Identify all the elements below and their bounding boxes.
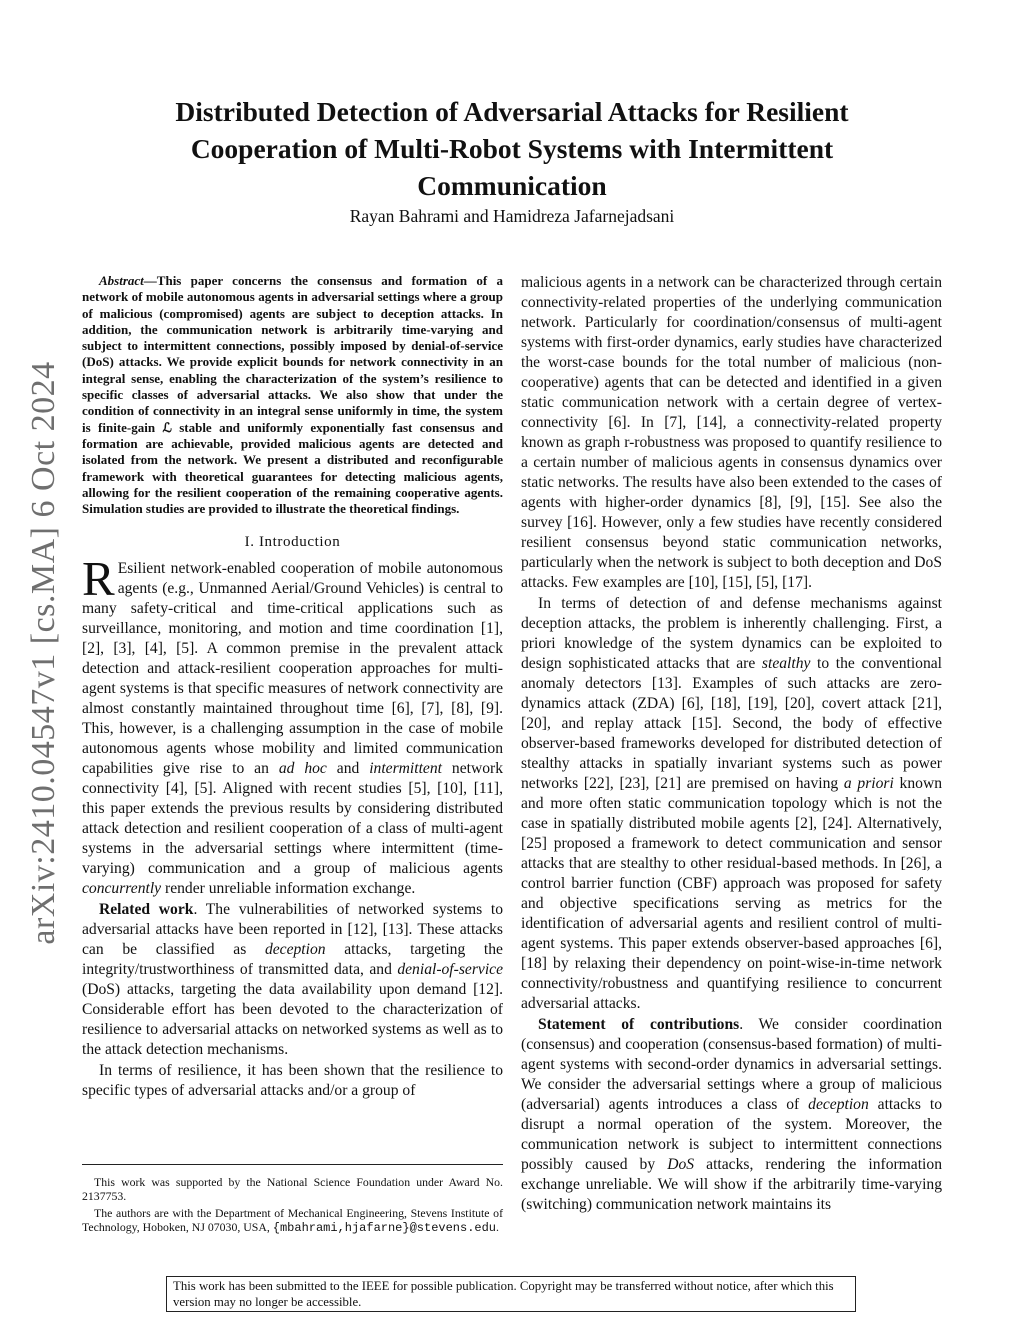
contributions-lead: Statement of contributions — [538, 1016, 740, 1033]
detection-paragraph: In terms of detection of and defense mechanisms against deception attacks, the problem is inherently challenging. First, a priori knowledge of the system dynamics can be exploited to design sophisticated attacks that are stealthy to the conventional anomaly detectors [13]. Examples of such attacks are zero-dynamics attack (ZDA) [6], [18], [19], [20], covert attack [21], [20], and replay attack [15]. Second, the body of effective observer-based frameworks developed for distributed detection of stealthy attacks in spatially invariant systems such as power networks [22], [23], [21] are premised on having a priori known and more often static communication topology which is not the case in spatially distributed mobile agents [2], [24]. Alternatively, [25] proposed a framework to detect communication and sensor attacks that are stealthy to other residual-based methods. In [26], a control barrier function (CBF) approach was proposed for safety and objective specifications serving as metrics for the identification of adversarial agents and resilient control of multi-agent systems. This paper extends observer-based approaches [6], [18] by relaxing their dependency on point-wise-in-time network connectivity/robustness and quantifying resilience to concurrent adversarial attacks. — [521, 595, 942, 1012]
related-work-paragraph: Related work. The vulnerabilities of networked systems to adversarial attacks have been reported in [12], [13]. These attacks can be classified as deception attacks, targeting the integrity/trustworthiness of transmitted data, and denial-of-service (DoS) attacks, targeting the data availability upon demand [12]. Considerable effort has been devoted to the characterization of resilience to adversarial attacks on networked systems as well as to the attack detection mechanisms. — [82, 901, 503, 1059]
drop-cap: R — [82, 551, 115, 607]
intro-paragraph-1: R Esilient network-enabled cooperation of mobile autonomous agents (e.g., Unmanned Aerial/Ground Vehicles) is central to many safety-critical and time-critical applications such as surveillance, monitoring, and motion and time coordination [1], [2], [3], [4], [5]. A common premise in the prevalent attack detection and attack-resilient cooperation approaches for multi-agent systems is that specific measures of network connectivity are almost constantly maintained throughout time [6], [7], [8], [9]. This, however, is a challenging assumption in the case of mobile autonomous agents whose mobility and limited communication capabilities give rise to an ad hoc and intermittent network connectivity [4], [5]. Aligned with recent studies [5], [10], [11], this paper extends the previous results by considering distributed attack detection and resilient cooperation of a class of multi-agent systems in the adversarial settings where intermittent (time-varying) communication and a group of malicious agents concurrently render unreliable information exchange. — [82, 551, 504, 898]
funding-footnote: This work was supported by the National Science Foundation under Award No. 2137753. — [82, 1175, 503, 1203]
ieee-submission-notice: This work has been submitted to the IEEE for possible publication. Copyright may be transferred without notice, after which this version may no longer be accessible. — [166, 1276, 856, 1312]
affiliation-footnote: The authors are with the Department of Mechanical Engineering, Stevens Institute of Technology, Hoboken, NJ 07030, USA, {mbahrami,hjafarne}@stevens.edu. — [82, 1206, 503, 1235]
author-emails: {mbahrami,hjafarne}@stevens.edu — [272, 1221, 497, 1235]
right-column — [521, 273, 942, 1215]
resilience-paragraph-continued: malicious agents in a network can be characterized through certain connectivity-related properties of the underlying communication network. Particularly for coordination/consensus of multi-agent systems with first-order dynamics, early studies have characterized the worst-case bounds for the total number of malicious (non-cooperative) agents that can be detected and identified in a given static communication network with a certain degree of vertex-connectivity [6]. In [7], [14], a connectivity-related property known as graph r-robustness was proposed to quantify resilience to a certain number of malicious agents in consensus dynamics over static networks. The results have also been extended to the cases of agents with higher-order dynamics [8], [9], [15]. See also the survey [16]. However, only a few studies have recently considered resilient consensus beyond static communication networks, particularly when the network is subject to both deception and DoS attacks. Few examples are [10], [15], [5], [17]. — [521, 274, 942, 591]
arxiv-identifier-sidebar — [14, 348, 74, 958]
abstract-text: —This paper concerns the consensus and formation of a network of mobile autonomous agents in adversarial settings where a group of malicious (compromised) agents are subject to deception attacks. In addition, the communication network is arbitrarily time-varying and subject to intermittent connections, possibly imposed by denial-of-service (DoS) attacks. We provide explicit bounds for network connectivity in an integral sense, enabling the characterization of the system’s resilience to specific classes of adversarial attacks. We also show that under the condition of connectivity in an integral sense uniformly in time, the system is finite-gain ℒ stable and uniformly exponentially fast consensus and formation are achievable, provided malicious agents are detected and isolated from the network. We present a distributed and reconfigurable framework with theoretical guarantees for detecting malicious agents, allowing for the resilient cooperation of the remaining cooperative agents. Simulation studies are provided to illustrate the theoretical findings. — [82, 273, 503, 517]
abstract — [82, 273, 503, 517]
paper-authors: Rayan Bahrami and Hamidreza Jafarnejadsani — [349, 206, 675, 226]
footnotes — [82, 1164, 503, 1238]
abstract-label: Abstract — [99, 273, 144, 288]
paper-title: Distributed Detection of Adversarial Attacks for Resilient Cooperation of Multi-Robot Systems with Intermittent Communication — [175, 96, 849, 201]
contributions-paragraph: Statement of contributions. We consider coordination (consensus) and cooperation (consensus-based formation) of multi-agent systems with second-order dynamics in adversarial settings. We consider the adversarial settings where a group of malicious (adversarial) agents introduces a class of deception attacks to disrupt a normal operation of the system. Moreover, the communication network is subject to intermittent connections possibly caused by DoS attacks, rendering the information exchange unreliable. We will show if the arbitrarily time-varying (switching) communication network maintains its — [521, 1016, 942, 1213]
left-column — [82, 273, 503, 1101]
section-heading-introduction: I. Introduction — [244, 534, 341, 551]
related-work-lead: Related work — [99, 901, 194, 919]
arxiv-identifier: arXiv:2410.04547v1 [cs.MA] 6 Oct 2024 — [25, 361, 62, 945]
resilience-paragraph-start: In terms of resilience, it has been shown that the resilience to specific types of adversarial attacks and/or a group of — [82, 1062, 503, 1100]
